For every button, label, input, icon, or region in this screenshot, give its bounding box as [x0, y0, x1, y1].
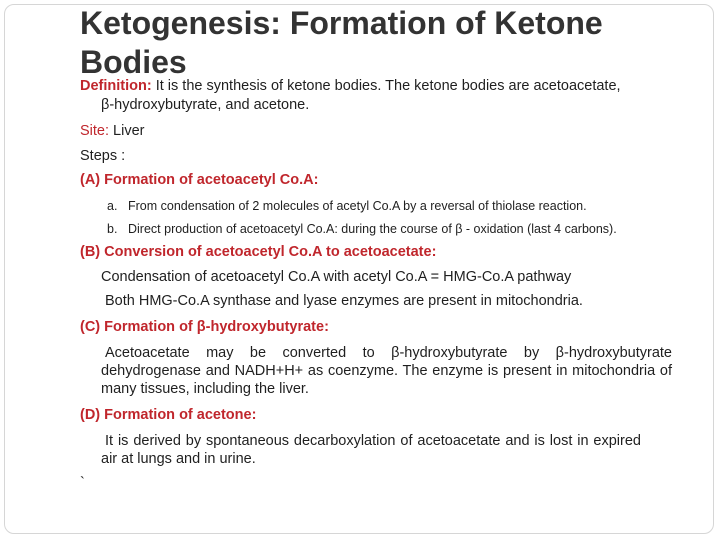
section-a-item-a-text: From condensation of 2 molecules of acetyl Co.A by a reversal of thiolase reaction.	[128, 199, 587, 213]
slide-title: Ketogenesis: Formation of Ketone Bodies	[80, 5, 603, 80]
definition-text-1: It is the synthesis of ketone bodies. The ketone bodies are acetoacetate,	[151, 78, 621, 94]
section-a-item-b-text: Direct production of acetoacetyl Co.A: during the course of β - oxidation (last 4 carbons).	[128, 222, 617, 236]
section-a-heading: (A) Formation of acetoacetyl Co.A:	[80, 172, 319, 188]
section-c-paragraph: Acetoacetate may be converted to β-hydroxybutyrate by β-hydroxybutyrate dehydrogenase and NADH+H+ as coenzyme. The enzyme is present in mitochondria of many tissues, including the liver.	[101, 345, 672, 397]
section-a-item-b-marker: b.	[107, 222, 118, 236]
steps-label: Steps :	[80, 148, 126, 164]
definition-line-1	[80, 77, 621, 95]
section-d-heading: (D) Formation of acetone:	[80, 407, 257, 423]
section-b-line-1: Condensation of acetoacetyl Co.A with acetyl Co.A = HMG-Co.A pathway	[101, 269, 572, 285]
section-b-line-2: Both HMG-Co.A synthase and lyase enzymes are present in mitochondria.	[105, 293, 583, 309]
definition-line-2: β-hydroxybutyrate, and acetone.	[101, 97, 310, 113]
section-c-heading: (C) Formation of β-hydroxybutyrate:	[80, 319, 329, 335]
trailing-mark: `	[80, 475, 85, 491]
site-label: Site:	[80, 123, 110, 139]
definition-label: Definition:	[80, 78, 152, 94]
section-a-item-a-marker: a.	[107, 199, 118, 213]
section-b-heading: (B) Conversion of acetoacetyl Co.A to acetoacetate:	[80, 244, 437, 260]
section-d-paragraph: It is derived by spontaneous decarboxylation of acetoacetate and is lost in expired air at lungs and in urine.	[101, 433, 641, 467]
site-value: Liver	[109, 123, 145, 139]
site-line	[80, 122, 144, 140]
